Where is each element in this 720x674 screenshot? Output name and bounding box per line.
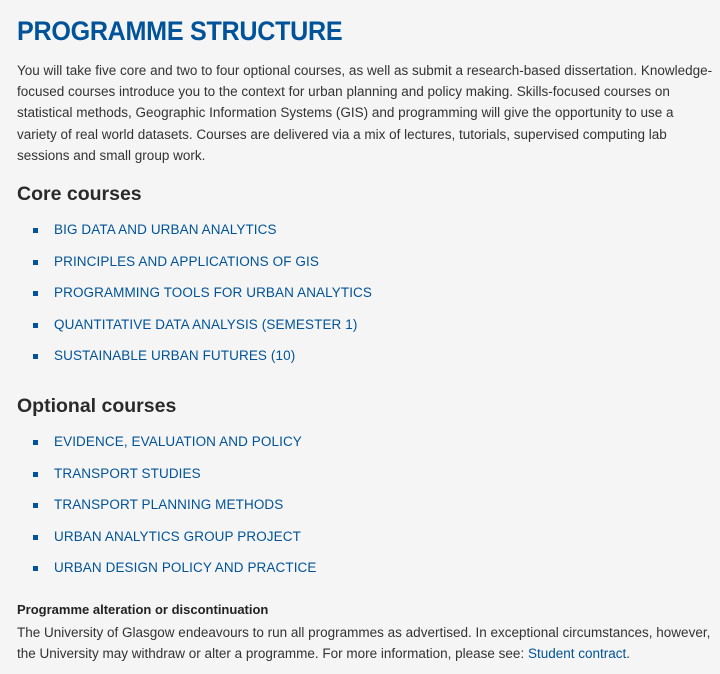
notice-text [17,622,717,665]
course-link-urban-design[interactable]: URBAN DESIGN POLICY AND PRACTICE [54,560,317,576]
notice-end: . [626,646,631,662]
list-item [17,220,710,252]
list-item [17,432,710,464]
list-item [17,527,710,559]
course-link-programming-tools[interactable]: PROGRAMMING TOOLS FOR URBAN ANALYTICS [54,285,373,301]
list-item [17,464,710,496]
list-item [17,283,710,315]
intro-paragraph: You will take five core and two to four optional courses, as well as submit a research-based dissertation. Knowledge-focused courses introduce you to the context for urban planning and policy making. Skills-focused courses on statistical methods, Geographic Information Systems (GIS) and programming will give the opportunity to use a variety of real world datasets. Courses are delivered via a mix of lectures, tutorials, supervised computing lab sessions and small group work. [17,63,713,163]
page-title: PROGRAMME STRUCTURE [17,16,343,46]
square-bullet-icon [33,440,38,445]
course-link-big-data[interactable]: BIG DATA AND URBAN ANALYTICS [54,222,277,238]
course-link-evidence-evaluation[interactable]: EVIDENCE, EVALUATION AND POLICY [54,433,302,449]
optional-courses-list [17,432,710,590]
course-link-transport-planning[interactable]: TRANSPORT PLANNING METHODS [54,497,284,513]
core-courses-heading: Core courses [17,183,142,206]
course-link-sustainable-futures[interactable]: SUSTAINABLE URBAN FUTURES (10) [54,348,296,364]
square-bullet-icon [33,228,38,233]
core-courses-list [17,220,710,378]
notice-body: The University of Glasgow endeavours to run all programmes as advertised. In exceptional circumstances, however, the University may withdraw or alter a programme. For more information, please see: [17,624,711,662]
course-link-group-project[interactable]: URBAN ANALYTICS GROUP PROJECT [54,528,301,544]
course-link-gis[interactable]: PRINCIPLES AND APPLICATIONS OF GIS [54,253,319,269]
course-link-quantitative-data[interactable]: QUANTITATIVE DATA ANALYSIS (SEMESTER 1) [54,316,358,332]
programme-alteration-notice [17,600,710,665]
list-item [17,495,710,527]
list-item [17,315,710,347]
square-bullet-icon [33,566,38,571]
square-bullet-icon [33,323,38,328]
course-link-transport-studies[interactable]: TRANSPORT STUDIES [54,465,201,481]
square-bullet-icon [33,535,38,540]
optional-courses-heading: Optional courses [17,394,177,417]
square-bullet-icon [33,291,38,296]
list-item [17,558,710,590]
square-bullet-icon [33,354,38,359]
notice-title: Programme alteration or discontinuation [17,601,269,617]
square-bullet-icon [33,472,38,477]
square-bullet-icon [33,503,38,508]
list-item [17,346,710,378]
list-item [17,252,710,284]
student-contract-link[interactable]: Student contract [527,646,627,662]
square-bullet-icon [33,260,38,265]
